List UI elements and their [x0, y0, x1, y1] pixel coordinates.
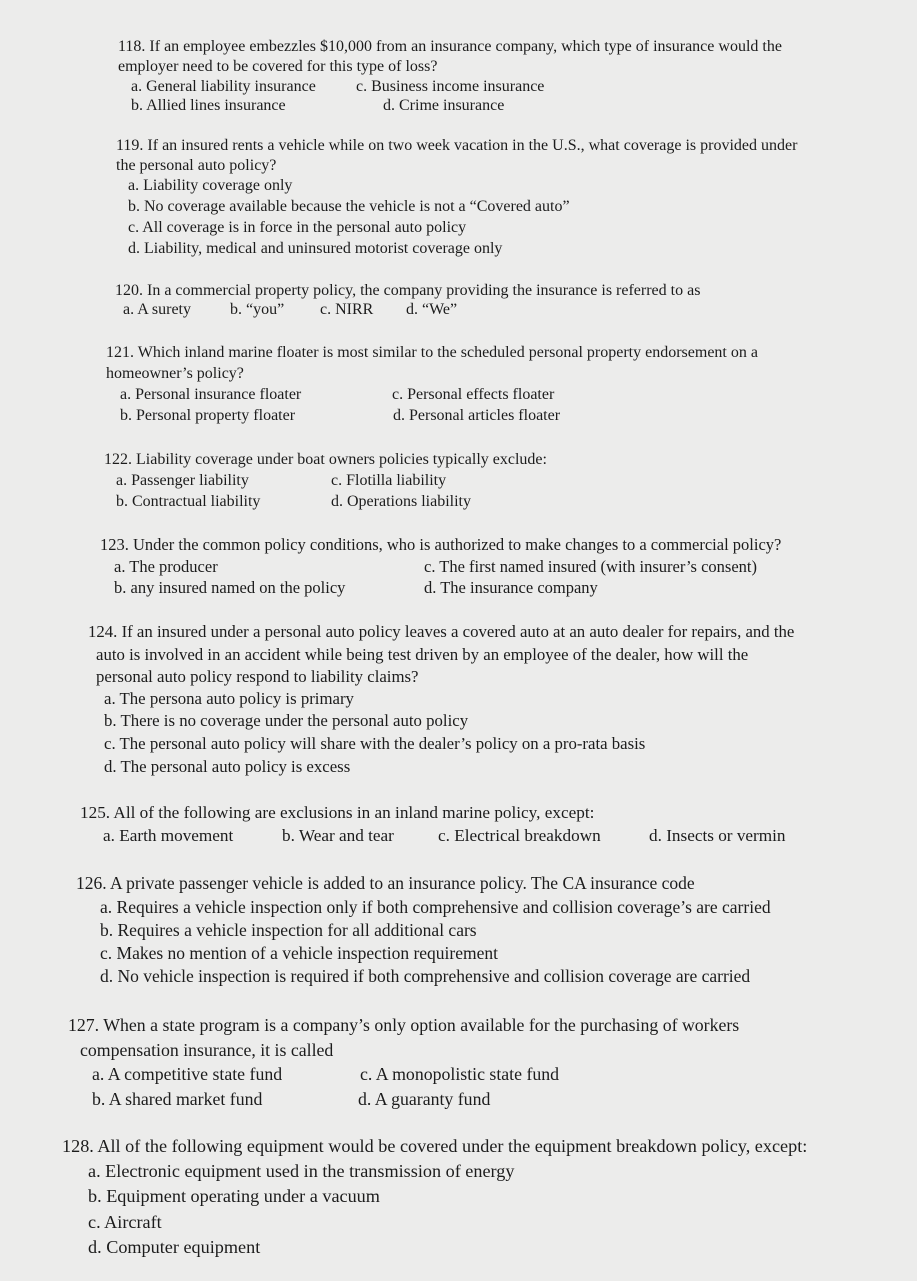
option-a: a. Earth movement	[103, 826, 234, 845]
question-121-stem: 121. Which inland marine floater is most similar to the scheduled personal property endorsement on a	[106, 344, 758, 361]
option-a: a. A competitive state fund	[92, 1064, 283, 1084]
option-d: d. Insects or vermin	[649, 826, 786, 845]
option-d: d. Operations liability	[331, 493, 471, 510]
question-continuation: personal auto policy respond to liability claims?	[96, 667, 419, 686]
option-c: c. Flotilla liability	[331, 472, 447, 489]
option-c: c. Business income insurance	[356, 78, 545, 95]
option-c: c. All coverage is in force in the personal auto policy	[128, 219, 467, 236]
option-a: a. Requires a vehicle inspection only if both comprehensive and collision coverage’s are carried	[100, 897, 771, 917]
option-d: d. “We”	[406, 301, 458, 318]
question-continuation: compensation insurance, it is called	[80, 1040, 334, 1060]
option-c: c. The first named insured (with insurer’s consent)	[424, 557, 757, 576]
option-c: c. Personal effects floater	[392, 386, 555, 403]
question-123-stem: 123. Under the common policy conditions, who is authorized to make changes to a commercial policy?	[100, 535, 782, 554]
option-d: d. Liability, medical and uninsured motorist coverage only	[128, 240, 503, 257]
option-c: c. Electrical breakdown	[438, 826, 601, 845]
option-d: d. Computer equipment	[88, 1237, 261, 1257]
question-128-stem: 128. All of the following equipment would be covered under the equipment breakdown policy, except:	[62, 1136, 808, 1156]
option-b: b. There is no coverage under the personal auto policy	[104, 711, 469, 730]
option-d: d. No vehicle inspection is required if both comprehensive and collision coverage are carried	[100, 966, 751, 986]
question-126-stem: 126. A private passenger vehicle is added to an insurance policy. The CA insurance code	[76, 873, 695, 893]
option-d: d. A guaranty fund	[358, 1089, 491, 1109]
option-b: b. A shared market fund	[92, 1089, 263, 1109]
question-122-stem: 122. Liability coverage under boat owners policies typically exclude:	[104, 451, 547, 468]
option-a: a. The producer	[114, 557, 218, 576]
option-b: b. No coverage available because the vehicle is not a “Covered auto”	[128, 198, 570, 215]
question-continuation: homeowner’s policy?	[106, 365, 244, 382]
question-stem: 118. If an employee embezzles $10,000 from an insurance company, which type of insurance would the	[118, 38, 782, 55]
option-c: c. The personal auto policy will share with the dealer’s policy on a pro-rata basis	[104, 734, 646, 753]
option-a: a. Passenger liability	[116, 472, 249, 489]
option-b: b. Allied lines insurance	[131, 97, 286, 114]
question-continuation: employer need to be covered for this type of loss?	[118, 58, 438, 75]
option-d: d. Personal articles floater	[393, 407, 561, 424]
question-119-stem: 119. If an insured rents a vehicle while on two week vacation in the U.S., what coverage is provided under	[116, 137, 798, 154]
option-b: b. Personal property floater	[120, 407, 296, 424]
option-b: b. Requires a vehicle inspection for all additional cars	[100, 920, 477, 940]
question-continuation: auto is involved in an accident while being test driven by an employee of the dealer, how will the	[96, 645, 749, 664]
option-b: b. any insured named on the policy	[114, 578, 346, 597]
option-a: a. A surety	[123, 301, 191, 318]
option-a: a. Liability coverage only	[128, 177, 293, 194]
option-a: a. Electronic equipment used in the transmission of energy	[88, 1161, 515, 1181]
question-continuation: the personal auto policy?	[116, 157, 277, 174]
option-a: a. General liability insurance	[131, 78, 316, 95]
option-c: c. Makes no mention of a vehicle inspection requirement	[100, 943, 498, 963]
option-b: b. “you”	[230, 301, 285, 318]
option-b: b. Contractual liability	[116, 493, 261, 510]
option-a: a. The persona auto policy is primary	[104, 689, 354, 708]
question-118	[118, 37, 782, 57]
option-b: b. Equipment operating under a vacuum	[88, 1186, 380, 1206]
question-120-stem: 120. In a commercial property policy, the company providing the insurance is referred to as	[115, 282, 701, 299]
option-b: b. Wear and tear	[282, 826, 394, 845]
option-d: d. The personal auto policy is excess	[104, 757, 351, 776]
option-c: c. NIRR	[320, 301, 374, 318]
question-127-stem: 127. When a state program is a company’s only option available for the purchasing of workers	[68, 1015, 740, 1035]
option-c: c. Aircraft	[88, 1212, 162, 1232]
question-124-stem: 124. If an insured under a personal auto policy leaves a covered auto at an auto dealer for repairs, and the	[88, 622, 795, 641]
option-a: a. Personal insurance floater	[120, 386, 302, 403]
option-d: d. Crime insurance	[383, 97, 505, 114]
option-c: c. A monopolistic state fund	[360, 1064, 560, 1084]
question-125-stem: 125. All of the following are exclusions in an inland marine policy, except:	[80, 803, 595, 822]
option-d: d. The insurance company	[424, 578, 598, 597]
